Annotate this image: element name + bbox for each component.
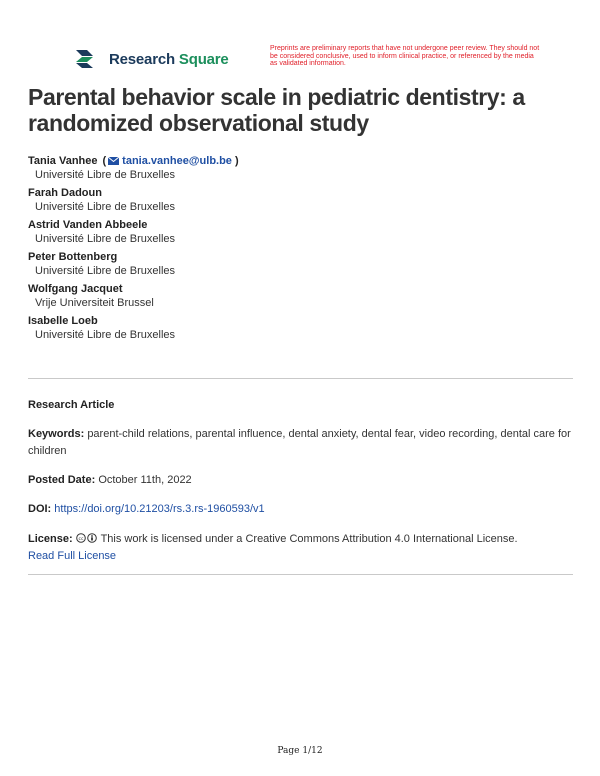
author-entry bbox=[28, 154, 573, 182]
license-section bbox=[28, 531, 573, 565]
author-name: Farah Dadoun bbox=[28, 187, 102, 199]
keywords-section bbox=[28, 426, 573, 460]
research-square-logo-icon bbox=[74, 48, 102, 70]
author-list bbox=[28, 154, 573, 346]
research-square-logo[interactable] bbox=[74, 48, 229, 70]
article-type-label: Research Article bbox=[28, 399, 115, 411]
doi-link[interactable]: https://doi.org/10.21203/rs.3.rs-1960593/v1 bbox=[54, 503, 265, 515]
author-affiliation: Université Libre de Bruxelles bbox=[35, 201, 176, 213]
author-name: Isabelle Loeb bbox=[28, 315, 98, 327]
page-number: Page 1/12 bbox=[277, 746, 323, 756]
author-name: Astrid Vanden Abbeele bbox=[28, 219, 148, 231]
license-text: This work is licensed under a Creative Commons Attribution 4.0 International License. bbox=[100, 533, 518, 545]
divider-bottom bbox=[28, 574, 573, 575]
author-name: Peter Bottenberg bbox=[28, 251, 118, 263]
creative-commons-icon bbox=[76, 533, 86, 543]
author-affiliation: Université Libre de Bruxelles bbox=[35, 233, 176, 245]
attribution-icon bbox=[87, 533, 97, 543]
keywords-value: parent-child relations, parental influence, dental anxiety, dental fear, video recording, dental care for children bbox=[28, 428, 571, 457]
mail-icon bbox=[108, 157, 119, 165]
author-affiliation: Université Libre de Bruxelles bbox=[35, 329, 176, 341]
logo-text-main: Research bbox=[109, 50, 175, 68]
doi-label: DOI: bbox=[28, 503, 52, 515]
logo-wordmark bbox=[109, 51, 229, 68]
author-entry bbox=[28, 282, 573, 310]
keywords-label: Keywords: bbox=[28, 428, 85, 440]
preprint-disclaimer: Preprints are preliminary reports that have not undergone peer review. They should not be considered conclusive, used to inform clinical practice, or referenced by the media as validated information. bbox=[270, 45, 540, 67]
posted-date-value: October 11th, 2022 bbox=[98, 474, 192, 486]
logo-text-accent: Square bbox=[178, 50, 229, 68]
author-entry bbox=[28, 250, 573, 278]
author-entry bbox=[28, 314, 573, 342]
divider-top bbox=[28, 378, 573, 379]
paper-title: Parental behavior scale in pediatric dentistry: a randomized observational study bbox=[28, 84, 525, 136]
author-affiliation: Université Libre de Bruxelles bbox=[35, 169, 176, 181]
posted-date-label: Posted Date: bbox=[28, 474, 96, 486]
license-label: License: bbox=[28, 533, 73, 545]
author-affiliation: Université Libre de Bruxelles bbox=[35, 265, 176, 277]
author-email-link[interactable]: tania.vanhee@ulb.be bbox=[122, 155, 232, 167]
author-entry bbox=[28, 218, 573, 246]
posted-date-section bbox=[28, 472, 573, 489]
author-email-group: ( tania.vanhee@ulb.be ) bbox=[102, 155, 239, 167]
doi-section bbox=[28, 501, 573, 518]
read-full-license-link[interactable]: Read Full License bbox=[28, 550, 117, 562]
author-name: Tania Vanhee bbox=[28, 155, 98, 167]
svg-text:cc: cc bbox=[78, 536, 84, 542]
article-type bbox=[28, 397, 573, 414]
author-affiliation: Vrije Universiteit Brussel bbox=[35, 297, 154, 309]
author-entry bbox=[28, 186, 573, 214]
author-name: Wolfgang Jacquet bbox=[28, 283, 123, 295]
